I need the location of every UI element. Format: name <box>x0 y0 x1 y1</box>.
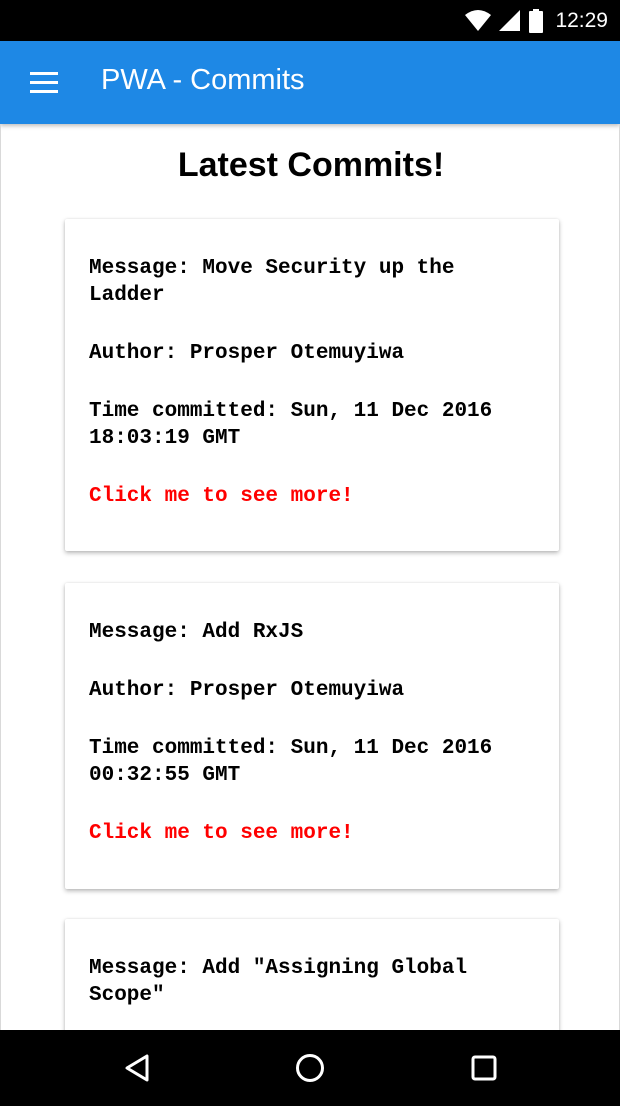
commit-message: Message: Move Security up the Ladder <box>89 257 468 307</box>
see-more-link[interactable]: Click me to see more! <box>89 485 354 508</box>
commits-list[interactable] <box>0 124 620 1030</box>
commit-card[interactable] <box>65 919 559 1030</box>
commit-card[interactable] <box>65 219 559 551</box>
menu-icon[interactable] <box>30 72 58 94</box>
commit-message: Message: Add "Assigning Global Scope" <box>89 957 480 1007</box>
back-icon[interactable] <box>118 1048 158 1088</box>
signal-icon <box>499 10 521 32</box>
commit-message: Message: Add RxJS <box>89 621 304 644</box>
app-title: PWA - Commits <box>101 64 305 96</box>
commit-card[interactable] <box>65 583 559 889</box>
navigation-bar <box>0 1030 620 1106</box>
commit-time: Time committed: Sun, 11 Dec 2016 00:32:55 GMT <box>89 737 505 787</box>
status-time: 12:29 <box>555 8 608 32</box>
app-bar <box>0 41 620 124</box>
commit-author: Author: Prosper Otemuyiwa <box>89 342 405 365</box>
see-more-link[interactable]: Click me to see more! <box>89 822 354 845</box>
home-icon[interactable] <box>290 1048 330 1088</box>
status-icons <box>465 0 608 41</box>
recents-icon[interactable] <box>464 1048 504 1088</box>
wifi-icon <box>465 10 491 32</box>
battery-icon <box>529 9 543 33</box>
commit-author: Author: Prosper Otemuyiwa <box>89 679 405 702</box>
status-bar <box>0 0 620 41</box>
page-title: Latest Commits! <box>177 146 445 184</box>
commit-time: Time committed: Sun, 11 Dec 2016 18:03:19 GMT <box>89 400 505 450</box>
